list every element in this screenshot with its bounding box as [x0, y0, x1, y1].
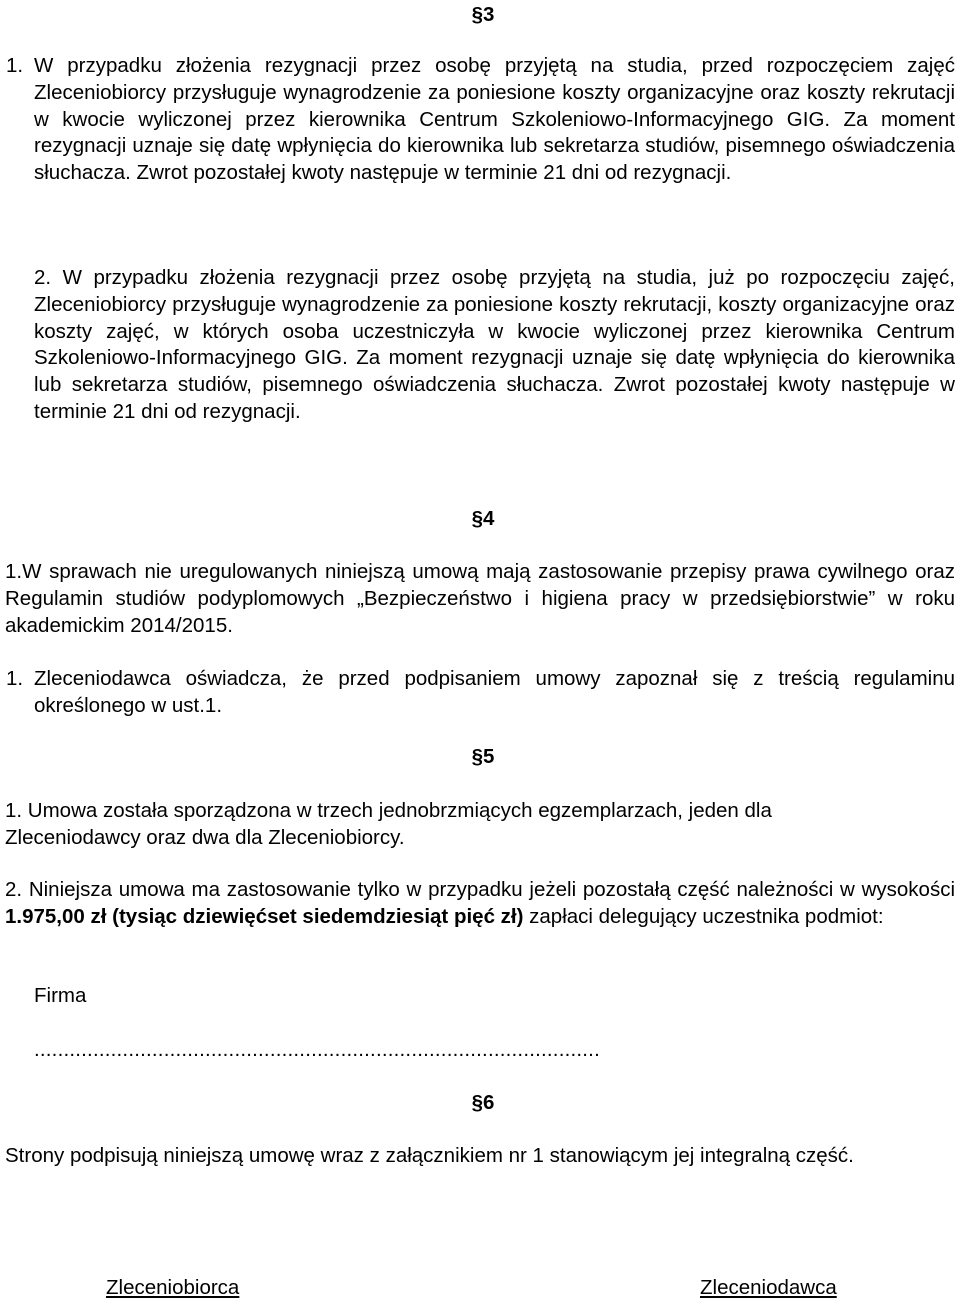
paragraph-text: Zleceniodawca oświadcza, że przed podpisaniem umowy zapoznał się z treścią regulaminu określonego w ust.1.: [34, 667, 955, 717]
firma-dotted-line: ................................................................................................: [34, 1038, 600, 1061]
paragraph-text: Strony podpisują niniejszą umowę wraz z załącznikiem nr 1 stanowiącym jej integralną część.: [5, 1144, 854, 1167]
signature-zleceniodawca: Zleceniodawca: [700, 1276, 837, 1299]
paragraph-number: 1.: [6, 54, 24, 77]
paragraph-text: 1. Umowa została sporządzona w trzech jednobrzmiących egzemplarzach, jeden dla Zleceniodawcy oraz dwa dla Zleceniobiorcy.: [5, 799, 772, 849]
section-6-paragraph-1: [5, 1143, 905, 1170]
section-4-paragraph-1: [5, 559, 955, 639]
paragraph-text: 1.W sprawach nie uregulowanych niniejszą umową mają zastosowanie przepisy prawa cywilnego oraz Regulamin studiów podyplomowych „Bezpieczeństwo i higiena pracy w przedsiębiorstwie” w roku akademickim 2014/2015.: [5, 560, 955, 637]
section-5-paragraph-2: [5, 877, 955, 931]
section-3-paragraph-1: [6, 53, 955, 187]
section-6-heading: §6: [471, 1091, 495, 1114]
signature-zleceniobiorca: Zleceniobiorca: [106, 1276, 240, 1299]
paragraph-text: W przypadku złożenia rezygnacji przez osobę przyjętą na studia, przed rozpoczęciem zajęć Zleceniobiorcy przysługuje wynagrodzenie za poniesione koszty organizacyjne oraz koszty rekrutacji w kwocie wyliczonej przez kierownika Centrum Szkoleniowo-Informacyjnego GIG. Za moment rezygnacji uznaje się datę wpłynięcia do kierownika lub sekretarza studiów, pisemnego oświadczenia słuchacza. Zwrot pozostałej kwoty następuje w terminie 21 dni od rezygnacji.: [34, 54, 955, 185]
firma-label: Firma: [34, 984, 87, 1007]
section-3-heading: §3: [471, 3, 495, 26]
amount-text: 1.975,00 zł (tysiąc dziewięćset siedemdziesiąt pięć zł): [5, 904, 524, 928]
paragraph-number: 1.: [6, 667, 24, 690]
paragraph-text: 2. W przypadku złożenia rezygnacji przez osobę przyjętą na studia, już po rozpoczęciu zajęć, Zleceniobiorcy przysługuje wynagrodzenie za poniesione koszty rekrutacji, koszty organizacyjne oraz koszty zajęć, w których osoba uczestniczyła w kwocie wyliczonej przez kierownika Centrum Szkoleniowo-Informacyjnego GIG. Za moment rezygnacji uznaje się datę wpłynięcia do kierownika lub sekretarza studiów, pisemnego oświadczenia słuchacza. Zwrot pozostałej kwoty następuje w terminie 21 dni od rezygnacji.: [34, 266, 955, 423]
section-3-paragraph-2: [34, 265, 955, 426]
section-4-paragraph-2: [6, 666, 955, 720]
paragraph-text-after: zapłaci delegujący uczestnika podmiot:: [523, 904, 884, 928]
section-4-heading: §4: [471, 507, 495, 530]
section-5-heading: §5: [471, 745, 495, 768]
section-5-paragraph-1: [5, 798, 905, 852]
paragraph-text-before: 2. Niniejsza umowa ma zastosowanie tylko w przypadku jeżeli pozostałą część należności w wysokości: [5, 878, 955, 901]
